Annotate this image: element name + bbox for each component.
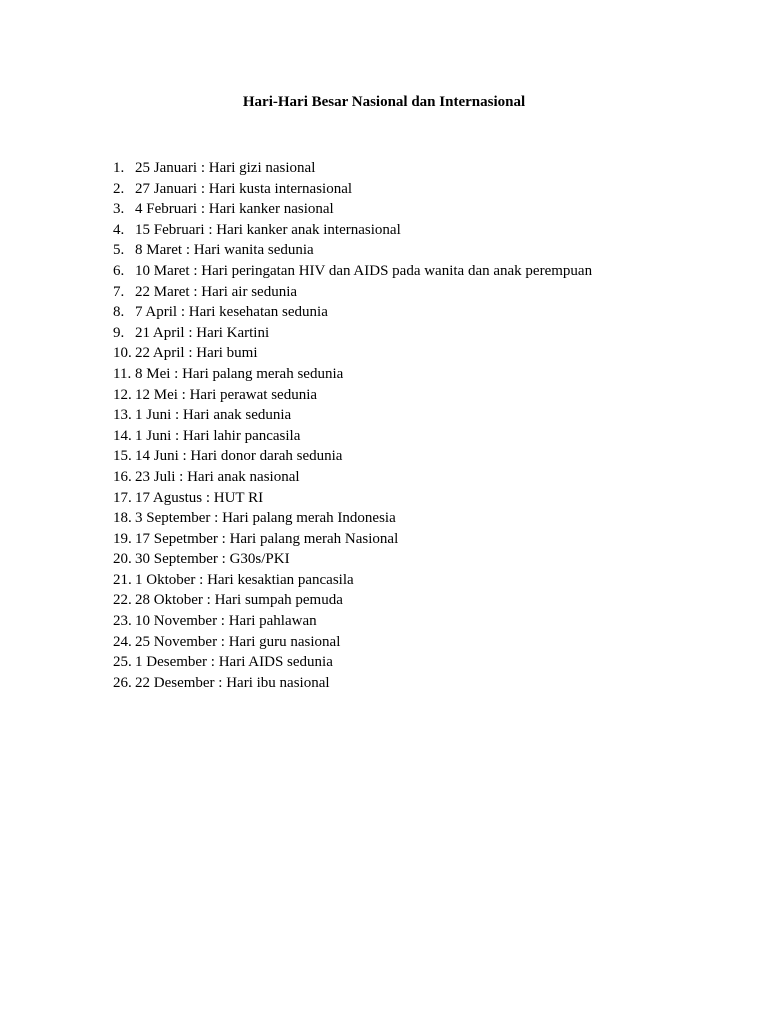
- list-item-text: 8 Maret : Hari wanita sedunia: [135, 242, 314, 259]
- list-item-text: 1 Desember : Hari AIDS sedunia: [135, 654, 333, 671]
- list-item-text: 28 Oktober : Hari sumpah pemuda: [135, 592, 343, 609]
- list-item-text: 4 Februari : Hari kanker nasional: [135, 201, 334, 218]
- list-item-text: 10 November : Hari pahlawan: [135, 613, 317, 630]
- list-item: [113, 343, 592, 364]
- list-item-number: 15.: [113, 448, 132, 465]
- list-item-text: 21 April : Hari Kartini: [135, 324, 270, 341]
- list-item-number: 8.: [113, 304, 125, 321]
- list-item-number: 25.: [113, 654, 132, 671]
- list-item-text: 1 Oktober : Hari kesaktian pancasila: [135, 571, 354, 588]
- list-item-number: 10.: [113, 345, 132, 362]
- list-item-number: 16.: [113, 468, 132, 485]
- list-item-number: 6.: [113, 262, 125, 279]
- list-item-number: 21.: [113, 571, 132, 588]
- list-item-number: 11.: [113, 365, 132, 382]
- list-item-text: 25 Januari : Hari gizi nasional: [135, 160, 316, 176]
- list-item-number: 7.: [113, 283, 125, 300]
- list-item-text: 17 Sepetmber : Hari palang merah Nasional: [135, 530, 399, 547]
- list-item-text: 15 Februari : Hari kanker anak internasional: [135, 221, 401, 238]
- list-item-number: 23.: [113, 613, 132, 630]
- list-item-text: 27 Januari : Hari kusta internasional: [135, 180, 353, 197]
- list-item-number: 17.: [113, 489, 132, 506]
- list-item: [113, 570, 592, 591]
- list-item-number: 3.: [113, 201, 125, 218]
- list-item-number: 2.: [113, 180, 125, 197]
- list-item-text: 8 Mei : Hari palang merah sedunia: [135, 365, 344, 382]
- list-item: [113, 446, 592, 467]
- list-item: [113, 302, 592, 323]
- list-item: [113, 488, 592, 509]
- list-item-text: 12 Mei : Hari perawat sedunia: [135, 386, 318, 403]
- list-item: [113, 508, 592, 529]
- list-item-number: 14.: [113, 427, 132, 444]
- holiday-list: [113, 158, 592, 693]
- list-item-text: 22 Desember : Hari ibu nasional: [135, 674, 330, 691]
- list-item-text: 7 April : Hari kesehatan sedunia: [135, 304, 328, 321]
- list-item-text: 25 November : Hari guru nasional: [135, 633, 341, 650]
- list-item: [113, 261, 592, 282]
- list-item-text: 30 September : G30s/PKI: [135, 551, 290, 568]
- list-item: [113, 529, 592, 550]
- list-item-text: 3 September : Hari palang merah Indonesia: [135, 510, 396, 527]
- list-item: [113, 632, 592, 653]
- list-item: [113, 426, 592, 447]
- list-item-text: 23 Juli : Hari anak nasional: [135, 468, 300, 485]
- list-item-text: 17 Agustus : HUT RI: [135, 489, 264, 506]
- list-item: [113, 179, 592, 200]
- list-item: [113, 385, 592, 406]
- list-item: [113, 364, 592, 385]
- list-item-number: 9.: [113, 324, 125, 341]
- list-item-number: 19.: [113, 530, 132, 547]
- list-item-number: 20.: [113, 551, 132, 568]
- list-item-number: 12.: [113, 386, 132, 403]
- list-item-number: 13.: [113, 407, 132, 424]
- list-item: [113, 323, 592, 344]
- list-item-number: 1.: [113, 160, 125, 176]
- list-item-number: 26.: [113, 674, 132, 691]
- list-item: [113, 549, 592, 570]
- list-item-text: 14 Juni : Hari donor darah sedunia: [135, 448, 343, 465]
- list-item-text: 1 Juni : Hari lahir pancasila: [135, 427, 301, 444]
- list-item: [113, 405, 592, 426]
- list-item: [113, 611, 592, 632]
- list-item: [113, 590, 592, 611]
- list-item: [113, 220, 592, 241]
- list-item-text: 22 Maret : Hari air sedunia: [135, 283, 298, 300]
- list-item: [113, 158, 592, 179]
- list-item-number: 5.: [113, 242, 125, 259]
- list-item-text: 22 April : Hari bumi: [135, 345, 258, 362]
- list-item-text: 1 Juni : Hari anak sedunia: [135, 407, 292, 424]
- list-item: [113, 282, 592, 303]
- list-item: [113, 673, 592, 694]
- list-item: [113, 240, 592, 261]
- document-title: Hari-Hari Besar Nasional dan Internasional: [242, 94, 526, 110]
- list-item-number: 24.: [113, 633, 132, 650]
- list-item-number: 18.: [113, 510, 132, 527]
- list-item-number: 4.: [113, 221, 125, 238]
- list-item: [113, 652, 592, 673]
- list-item: [113, 199, 592, 220]
- list-item-text: 10 Maret : Hari peringatan HIV dan AIDS pada wanita dan anak perempuan: [135, 262, 593, 279]
- list-item-number: 22.: [113, 592, 132, 609]
- list-item: [113, 467, 592, 488]
